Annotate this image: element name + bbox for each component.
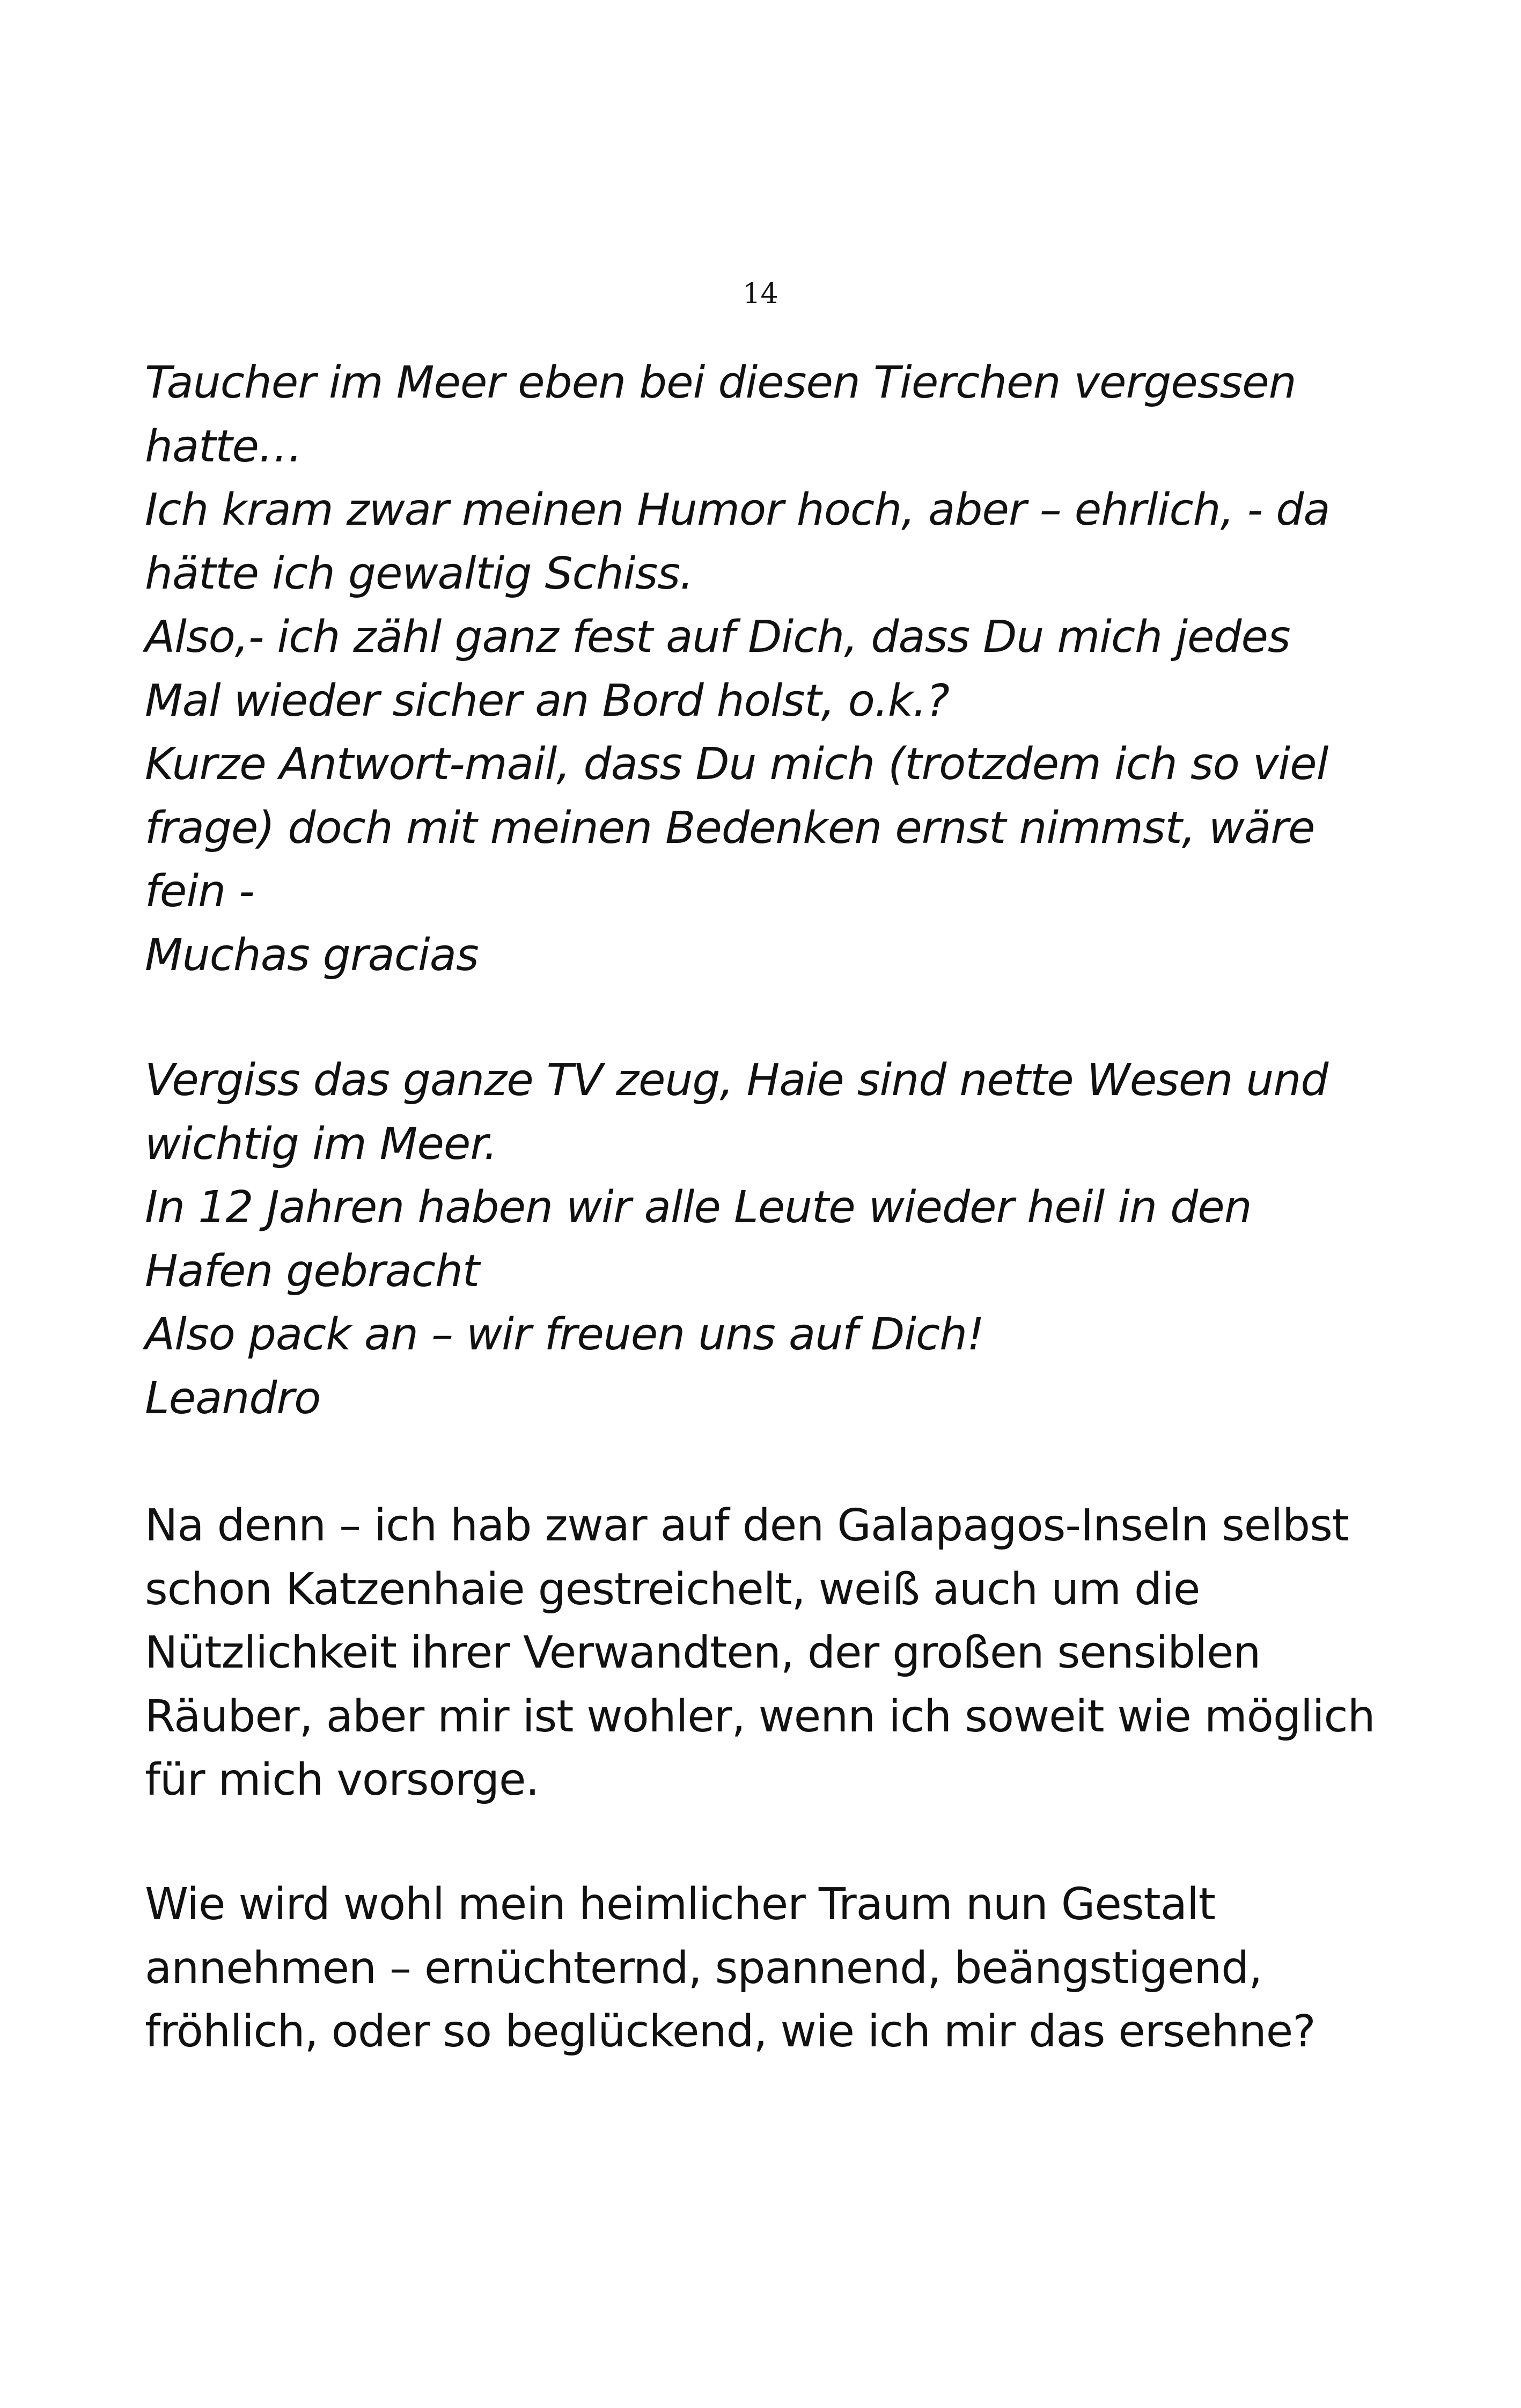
- text-line: Also pack an – wir freuen uns auf Dich!: [145, 1309, 984, 1360]
- text-line: Leandro: [145, 1372, 321, 1424]
- text-line: wichtig im Meer.: [145, 1118, 497, 1170]
- text-line: fein -: [145, 866, 254, 917]
- text-line: Räuber, aber mir ist wohler, wenn ich soweit wie möglich: [145, 1691, 1375, 1742]
- text-line: hatte…: [145, 421, 302, 472]
- text-line: Ich kram zwar meinen Humor hoch, aber – ehrlich, - da: [145, 484, 1330, 535]
- text-line: Wie wird wohl mein heimlicher Traum nun Gestalt: [145, 1879, 1215, 1930]
- page-number: 14: [743, 278, 778, 310]
- text-line: schon Katzenhaie gestreichelt, weiß auch um die: [145, 1563, 1200, 1615]
- text-line: Taucher im Meer eben bei diesen Tierchen vergessen: [145, 357, 1296, 408]
- text-line: frage) doch mit meinen Bedenken ernst nimmst, wäre: [145, 802, 1315, 854]
- text-line: Muchas gracias: [145, 929, 479, 981]
- text-line: Hafen gebracht: [145, 1245, 479, 1297]
- text-line: hätte ich gewaltig Schiss.: [145, 548, 693, 599]
- text-line: Also,- ich zähl ganz fest auf Dich, dass Du mich jedes: [145, 612, 1290, 663]
- reply-text: [145, 1049, 1379, 1430]
- text-line: Na denn – ich hab zwar auf den Galapagos-Inseln selbst: [145, 1500, 1349, 1551]
- text-line: Nützlichkeit ihrer Verwandten, der großen sensiblen: [145, 1627, 1261, 1678]
- text-line: Vergiss das ganze TV zeug, Haie sind nette Wesen und: [145, 1055, 1328, 1106]
- text-line: fröhlich, oder so beglückend, wie ich mir das ersehne?: [145, 2006, 1316, 2057]
- narrative-paragraph: [145, 1494, 1379, 1812]
- narrative-paragraph: [145, 1873, 1379, 2064]
- text-line: Kurze Antwort-mail, dass Du mich (trotzdem ich so viel: [145, 739, 1328, 790]
- text-line: für mich vorsorge.: [145, 1754, 539, 1805]
- text-line: Mal wieder sicher an Bord holst, o.k.?: [145, 675, 949, 726]
- text-line: annehmen – ernüchternd, spannend, beängstigend,: [145, 1942, 1262, 1994]
- letter-text: [145, 351, 1379, 987]
- text-line: In 12 Jahren haben wir alle Leute wieder heil in den: [145, 1182, 1252, 1233]
